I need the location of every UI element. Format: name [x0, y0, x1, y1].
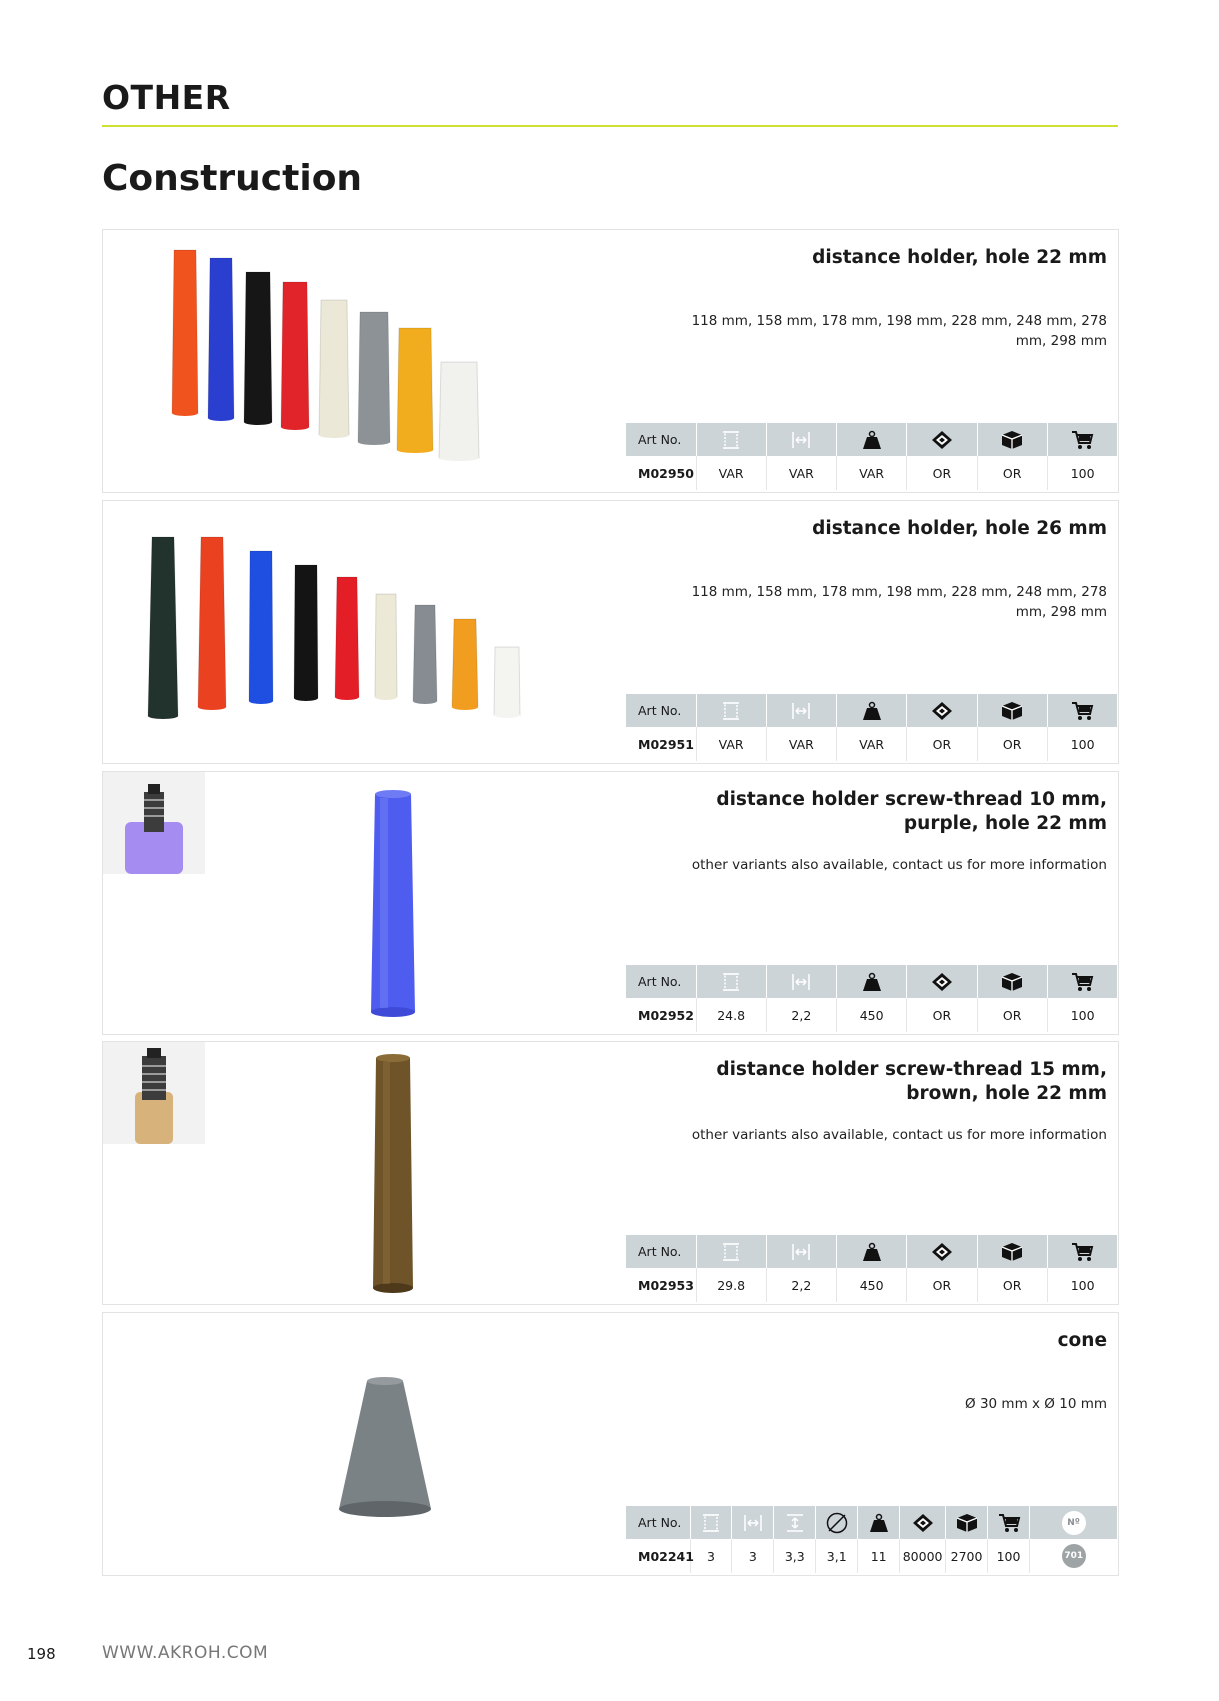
art-no: M02953: [626, 1268, 696, 1302]
diameter-icon: [816, 1506, 858, 1539]
cart-icon: [988, 1506, 1030, 1539]
box-icon: [946, 1506, 988, 1539]
spec-value: 24.8: [696, 998, 766, 1032]
thickness-icon: [766, 1235, 836, 1268]
product-card: [102, 500, 1119, 764]
spec-value: VAR: [766, 456, 836, 490]
spec-value: 2,2: [766, 998, 836, 1032]
product-title: distance holder screw-thread 10 mm, purple, hole 22 mm: [716, 789, 1107, 834]
length-icon: [690, 1506, 732, 1539]
section-rule: [102, 125, 1118, 127]
tube-base: [172, 410, 198, 416]
box-icon: [977, 965, 1047, 998]
spec-value: VAR: [696, 456, 766, 490]
tube: [294, 565, 318, 698]
tube: [208, 258, 234, 418]
spec-value: 100: [1070, 736, 1095, 752]
tube-base: [397, 447, 433, 453]
spec-value: OR: [977, 1268, 1047, 1302]
tube: [319, 300, 349, 435]
pallet-icon: [907, 423, 977, 456]
weight-icon: [837, 1235, 907, 1268]
spec-value: VAR: [766, 727, 836, 761]
tube: [494, 647, 520, 715]
tube: [397, 328, 433, 450]
tube-base: [452, 704, 478, 710]
tube: [249, 551, 273, 701]
product-card: [102, 1041, 1119, 1305]
length-icon: [696, 965, 766, 998]
spec-value: OR: [907, 456, 977, 490]
box-icon: [977, 423, 1047, 456]
spec-value: 100: [1070, 1277, 1095, 1293]
spec-value: 2700: [946, 1539, 988, 1573]
product-title: distance holder, hole 26 mm: [812, 518, 1107, 539]
spec-value: VAR: [837, 727, 907, 761]
height-icon: [774, 1506, 816, 1539]
spec-value: 3: [732, 1539, 774, 1573]
tube: [198, 537, 226, 707]
tube-set: [148, 537, 520, 719]
tube: [244, 272, 272, 422]
number-value: 701: [1062, 1544, 1086, 1568]
spec-value: 29.8: [696, 1268, 766, 1302]
tube-base: [375, 694, 397, 700]
tube-base: [249, 698, 273, 704]
product-title: distance holder screw-thread 15 mm, brown, hole 22 mm: [716, 1059, 1107, 1104]
thread-detail-thumbnail: [103, 1042, 205, 1144]
spec-value: 3: [690, 1539, 732, 1573]
cart-icon: [1047, 423, 1117, 456]
tube: [335, 577, 359, 697]
thickness-icon: [766, 694, 836, 727]
thickness-icon: [732, 1506, 774, 1539]
tube: [172, 250, 198, 413]
length-icon: [696, 694, 766, 727]
number-label: Nº: [1062, 1511, 1086, 1535]
art-no: M02952: [626, 998, 696, 1032]
product-card: [102, 229, 1119, 493]
length-icon: [696, 423, 766, 456]
cart-icon: [1047, 694, 1117, 727]
product-image: [103, 501, 583, 763]
product-card: [102, 771, 1119, 1035]
product-description: 118 mm, 158 mm, 178 mm, 198 mm, 228 mm, 248 mm, 278 mm, 298 mm: [691, 584, 1107, 620]
tube-set: [172, 250, 479, 461]
product-image: [333, 772, 453, 1034]
tube: [439, 362, 479, 458]
thread-detail-thumbnail: [103, 772, 205, 874]
box-icon: [977, 1235, 1047, 1268]
section-heading: OTHER: [102, 78, 231, 117]
spec-value: 100: [988, 1539, 1030, 1573]
cart-icon: [1047, 965, 1117, 998]
product-title: cone: [1057, 1330, 1107, 1351]
spec-value: 3,1: [816, 1539, 858, 1573]
tube: [413, 605, 437, 701]
spec-value: 2,2: [766, 1268, 836, 1302]
art-no-label: Art No.: [626, 1235, 696, 1268]
spec-value: 450: [837, 1268, 907, 1302]
spec-table: [626, 1506, 1118, 1573]
tube: [358, 312, 390, 442]
art-no-label: Art No.: [626, 423, 696, 456]
spec-value: 450: [837, 998, 907, 1032]
tube-base: [494, 712, 520, 718]
art-no-label: Art No.: [626, 965, 696, 998]
weight-icon: [837, 965, 907, 998]
pallet-icon: [907, 694, 977, 727]
art-no-label: Art No.: [626, 1506, 690, 1539]
tube: [452, 619, 478, 707]
pallet-icon: [907, 1235, 977, 1268]
spec-value: 100: [1070, 465, 1095, 481]
product-card: [102, 1312, 1119, 1576]
number-value-cell: [1030, 1539, 1118, 1573]
tube-base: [319, 432, 349, 438]
thickness-icon: [766, 423, 836, 456]
art-no: M02951: [626, 727, 696, 761]
tube-base: [281, 424, 309, 430]
spec-table: [626, 694, 1118, 761]
tube-base: [208, 415, 234, 421]
page-title: Construction: [102, 158, 363, 199]
art-no-label: Art No.: [626, 694, 696, 727]
weight-icon: [837, 694, 907, 727]
weight-icon: [837, 423, 907, 456]
tube-base: [244, 419, 272, 425]
product-image: [303, 1313, 463, 1575]
product-description: 118 mm, 158 mm, 178 mm, 198 mm, 228 mm, 248 mm, 278 mm, 298 mm: [691, 313, 1107, 349]
product-description: Ø 30 mm x Ø 10 mm: [965, 1396, 1107, 1412]
spec-value: OR: [907, 727, 977, 761]
art-no: M02950: [626, 456, 696, 490]
spec-value: OR: [977, 727, 1047, 761]
weight-icon: [858, 1506, 900, 1539]
spec-value: OR: [907, 998, 977, 1032]
art-no: M02241: [626, 1539, 690, 1573]
tube-base: [439, 455, 479, 461]
tube: [375, 594, 397, 697]
tube-base: [335, 694, 359, 700]
pallet-icon: [907, 965, 977, 998]
spec-table: [626, 1235, 1118, 1302]
tube-base: [358, 439, 390, 445]
product-image: [333, 1042, 453, 1304]
tube-base: [148, 713, 178, 719]
spec-value: 80000: [900, 1539, 946, 1573]
spec-value: OR: [977, 998, 1047, 1032]
product-description: other variants also available, contact us for more information: [691, 1127, 1107, 1143]
thickness-icon: [766, 965, 836, 998]
length-icon: [696, 1235, 766, 1268]
spec-value: OR: [907, 1268, 977, 1302]
spec-value: 11: [858, 1539, 900, 1573]
spec-value: OR: [977, 456, 1047, 490]
tube: [281, 282, 309, 427]
number-badge-icon: [1030, 1506, 1118, 1539]
spec-table: [626, 965, 1118, 1032]
product-title: distance holder, hole 22 mm: [812, 247, 1107, 268]
tube-base: [413, 698, 437, 704]
product-description: other variants also available, contact us for more information: [691, 857, 1107, 873]
page-number: 198: [27, 1645, 56, 1663]
spec-table: [626, 423, 1118, 490]
spec-value: VAR: [837, 456, 907, 490]
box-icon: [977, 694, 1047, 727]
tube-base: [294, 695, 318, 701]
tube: [148, 537, 178, 716]
spec-value: VAR: [696, 727, 766, 761]
pallet-icon: [900, 1506, 946, 1539]
cart-icon: [1047, 1235, 1117, 1268]
spec-value: 100: [1070, 1007, 1095, 1023]
tube-base: [198, 704, 226, 710]
spec-value: 3,3: [774, 1539, 816, 1573]
product-image: [103, 230, 583, 492]
website-link[interactable]: WWW.AKROH.COM: [102, 1643, 269, 1663]
